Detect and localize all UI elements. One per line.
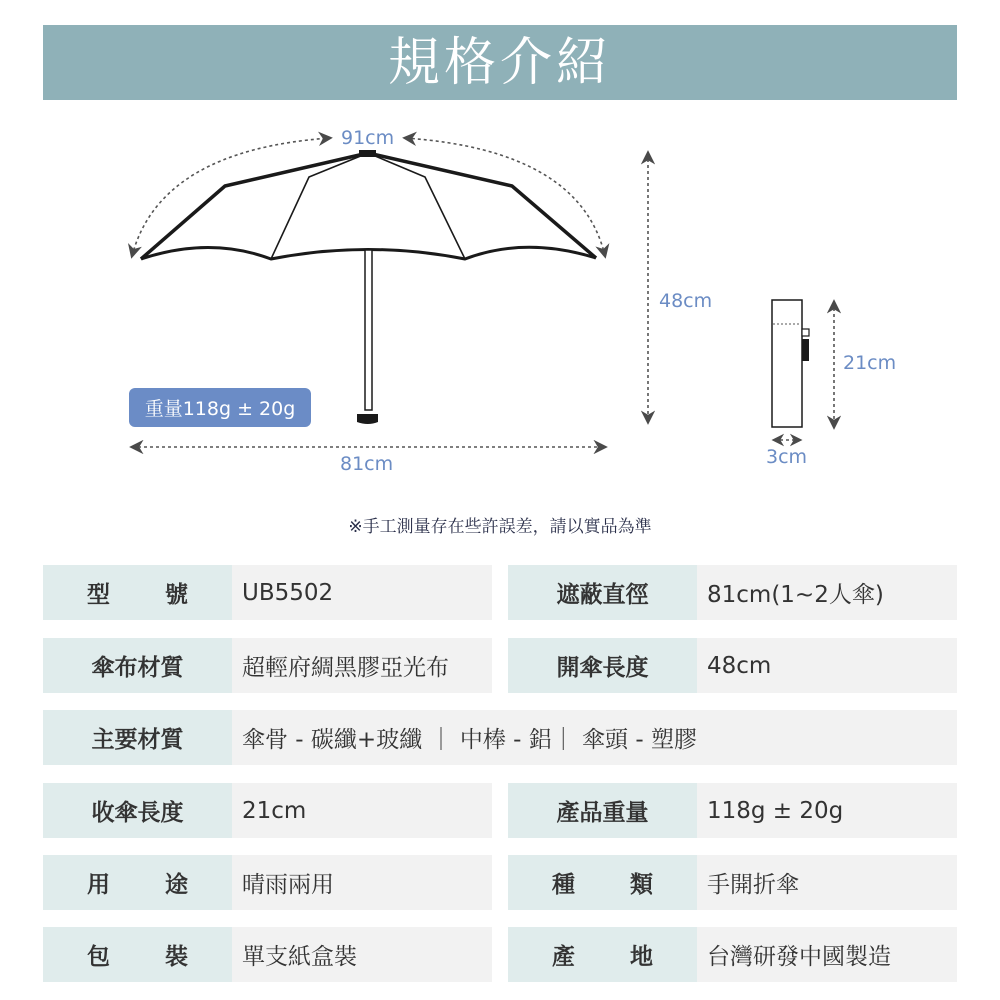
spec-value: 傘骨 - 碳纖+玻纖 ｜ 中棒 - 鋁｜ 傘頭 - 塑膠 xyxy=(232,710,957,765)
spec-label: 產品重量 xyxy=(508,783,697,838)
spec-row-weight xyxy=(508,783,957,838)
spec-label: 收傘長度 xyxy=(43,783,232,838)
spec-value: 118g ± 20g xyxy=(697,783,957,838)
spec-label: 開傘長度 xyxy=(508,638,697,693)
size-diagram xyxy=(0,110,1000,500)
arc-length-label: 91cm xyxy=(341,127,395,149)
diameter-label: 81cm xyxy=(340,453,394,475)
spec-label: 種 類 xyxy=(508,855,697,910)
spec-label: 產 地 xyxy=(508,927,697,982)
spec-value: UB5502 xyxy=(232,565,492,620)
spec-value: 手開折傘 xyxy=(697,855,957,910)
spec-row-origin xyxy=(508,927,957,982)
spec-value: 單支紙盒裝 xyxy=(232,927,492,982)
spec-label: 包 裝 xyxy=(43,927,232,982)
spec-row-model xyxy=(43,565,492,620)
open-height-label: 48cm xyxy=(659,290,713,312)
spec-row-main-material xyxy=(43,710,957,765)
spec-row-usage xyxy=(43,855,492,910)
spec-value: 81cm(1~2人傘) xyxy=(697,565,957,620)
spec-value: 超輕府綢黑膠亞光布 xyxy=(232,638,492,693)
spec-value: 48cm xyxy=(697,638,957,693)
header-banner xyxy=(43,25,957,100)
spec-value: 晴雨兩用 xyxy=(232,855,492,910)
spec-label: 型 號 xyxy=(43,565,232,620)
spec-label: 用 途 xyxy=(43,855,232,910)
weight-badge: 重量118g ± 20g xyxy=(129,388,311,427)
page-title: 規格介紹 xyxy=(387,32,612,93)
spec-label: 主要材質 xyxy=(43,710,232,765)
closed-length-label: 21cm xyxy=(843,352,897,374)
spec-row-type xyxy=(508,855,957,910)
spec-row-canopy-material xyxy=(43,638,492,693)
spec-row-coverage-diameter xyxy=(508,565,957,620)
measurement-note: ※手工測量存在些許誤差，請以實品為準 xyxy=(348,517,652,537)
spec-label: 傘布材質 xyxy=(43,638,232,693)
spec-row-open-length xyxy=(508,638,957,693)
spec-label: 遮蔽直徑 xyxy=(508,565,697,620)
spec-row-packaging xyxy=(43,927,492,982)
spec-row-closed-length xyxy=(43,783,492,838)
spec-value: 台灣研發中國製造 xyxy=(697,927,957,982)
umbrella-illustration xyxy=(0,110,1000,500)
spec-value: 21cm xyxy=(232,783,492,838)
closed-width-label: 3cm xyxy=(766,446,808,468)
